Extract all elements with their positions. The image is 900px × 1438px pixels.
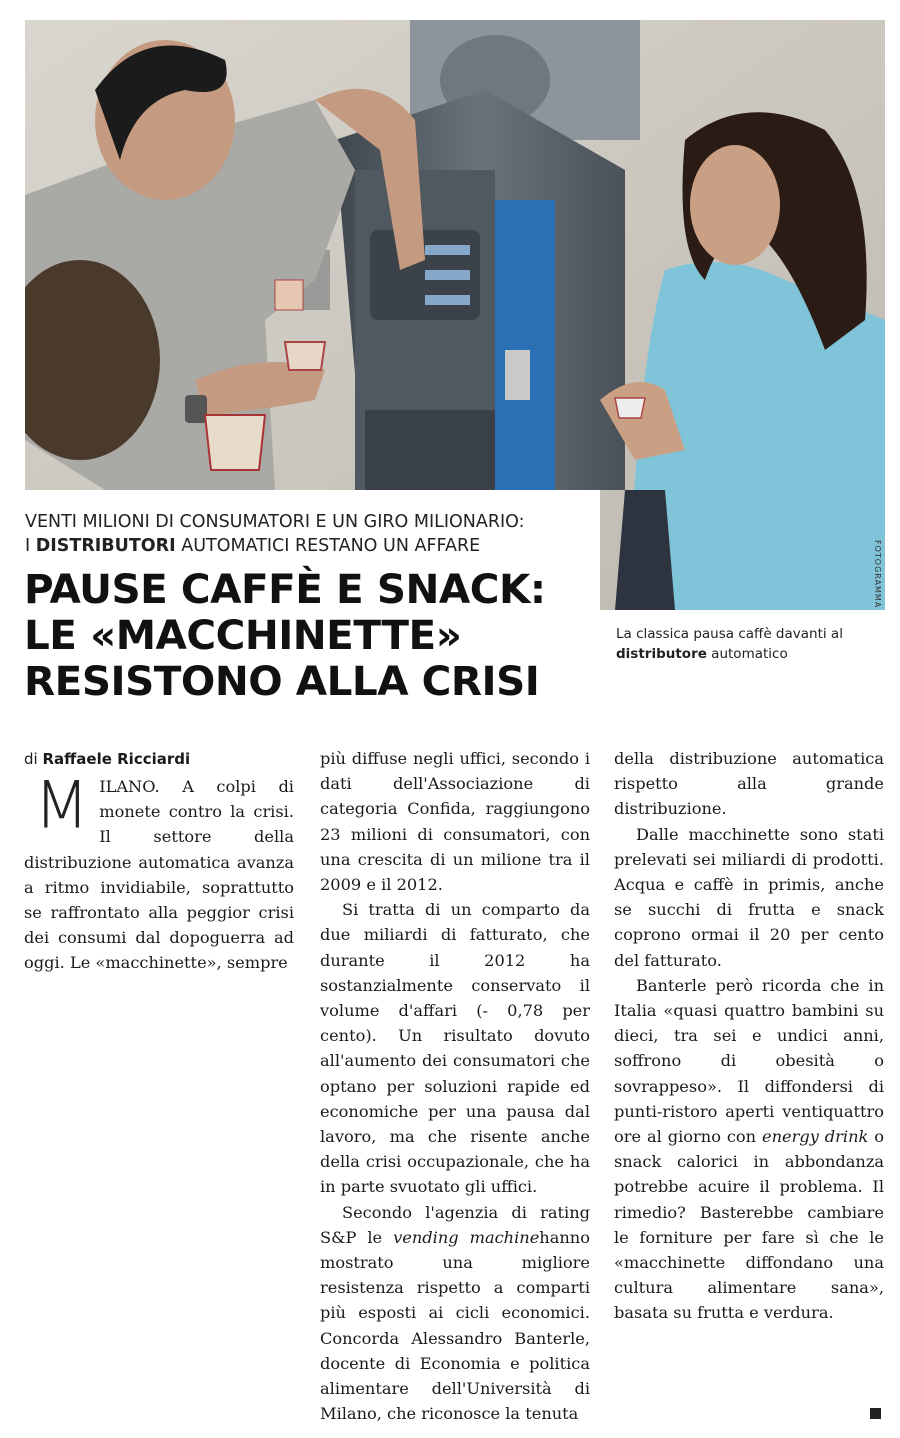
paragraph-5 <box>614 973 884 1326</box>
kicker-line-2-post: AUTOMATICI RESTANO UN AFFARE <box>175 536 481 556</box>
kicker-highlight: DISTRIBUTORI <box>35 536 176 556</box>
column-1 <box>24 746 294 976</box>
byline-prefix: di <box>24 750 43 768</box>
p5-italic: energy drink <box>762 1127 869 1147</box>
p5-text-start: Banterle però ricorda che in Italia «quasi quattro bambini su dieci, tra sei e undici anni, soffrono di obesità o sovrappeso». Il diffondersi di punti-ristoro aperti ventiquattro ore al giorno con <box>614 975 884 1147</box>
kicker-line-1: VENTI MILIONI DI CONSUMATORI E UN GIRO MILIONARIO: <box>25 512 525 532</box>
p3-italic: vending machine <box>393 1227 540 1247</box>
p3-text-start: Secondo l'agenzia di rating S&P le <box>320 1202 590 1247</box>
p1-text: ILANO. A colpi di monete contro la crisi. Il settore della distribuzione automatica avanza a ritmo invidiabile, soprattutto se raffrontato alla peggior crisi dei consumi dal dopoguerra ad oggi. Le «macchinette», sempre <box>24 777 294 973</box>
column-2 <box>320 746 590 1426</box>
paragraph-1 <box>24 768 294 976</box>
kicker-line-2 <box>25 534 605 558</box>
paragraph-1-continued: più diffuse negli uffici, secondo i dati dell'Associazione di categoria Confida, raggiungono 23 milioni di consumatori, con una crescita di un milione tra il 2009 e il 2012. <box>320 749 590 895</box>
end-of-article-mark <box>870 1408 881 1419</box>
column-3 <box>614 746 884 1326</box>
drop-cap: M <box>34 768 90 844</box>
kicker <box>25 510 605 558</box>
paragraph-2: Si tratta di un comparto da due miliardi di fatturato, che durante il 2012 ha sostanzialmente conservato il volume d'affari (- 0,78 per cento). Un risultato dovuto all'aumento dei consumatori che optano per soluzioni rapide ed economiche per una pausa dal lavoro, ma che risente anche della crisi occupazionale, che ha in parte svuotato gli uffici. <box>320 900 590 1197</box>
caption-text: La classica pausa caffè davanti al <box>616 626 843 642</box>
kicker-line-2-pre: I <box>25 536 36 556</box>
headline-line-2: LE «MACCHINETTE» <box>24 611 462 659</box>
paragraph-3-continued: della distribuzione automatica rispetto alla grande distribuzione. <box>614 749 884 819</box>
photo-credit: FOTOGRAMMA <box>873 540 882 609</box>
caption-bold: distributore <box>616 646 707 662</box>
paragraph-3 <box>320 1200 590 1427</box>
p5-text-end: o snack calorici in abbondanza potrebbe acuire il problema. Il rimedio? Basterebbe cambiare le forniture per fare sì che le «macchinette diffondano una cultura alimentare sana», basata su frutta e verdura. <box>614 1127 884 1323</box>
p3-text-end: hanno mostrato una migliore resistenza rispetto a comparti più esposti ai cicli economici. Concorda Alessandro Banterle, docente di Economia e politica alimentare dell'Università di Milano, che riconosce la tenuta <box>320 1227 590 1424</box>
caption-end: automatico <box>706 646 788 662</box>
byline-author: Raffaele Ricciardi <box>42 750 191 768</box>
headline <box>24 566 604 704</box>
headline-line-1: PAUSE CAFFÈ E SNACK: <box>24 565 546 613</box>
headline-line-3: RESISTONO ALLA CRISI <box>24 657 540 705</box>
photo-caption <box>616 624 886 664</box>
paragraph-4: Dalle macchinette sono stati prelevati sei miliardi di prodotti. Acqua e caffè in primis, anche se succhi di frutta e snack coprono ormai il 20 per cento del fatturato. <box>614 824 884 970</box>
